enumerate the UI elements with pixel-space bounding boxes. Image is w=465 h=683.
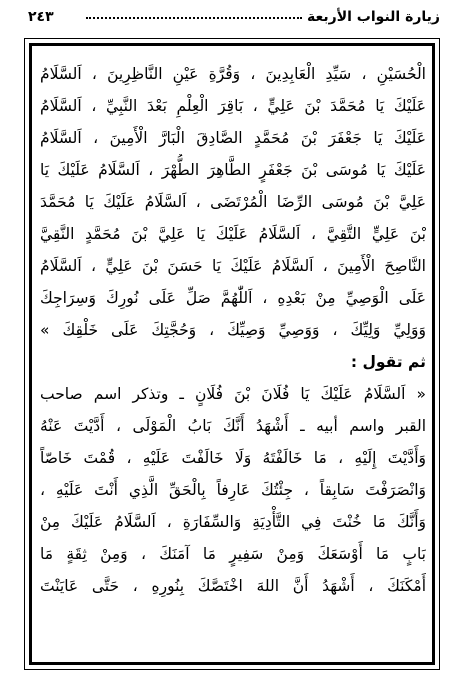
text-line: عَلَى الْوَصِيِّ مِنْ بَعْدِهِ ، اَللّٰهُمَّ صَلِّ عَلَى نُورِكَ وَسِرَاجِكَ [40, 289, 426, 307]
text-line: « اَلسَّلَامُ عَلَيْكَ يَا فُلَانَ بْنَ فُلَانٍ ـ وتذكر اسم صاحب [40, 385, 426, 403]
text-line: أَمْكَنَكَ ، أَشْهَدُ أَنَّ اللهَ اخْتَصَّكَ بِنُورِهِ ، حَتَّى عَايَنْتَ [40, 577, 426, 595]
chapter-title: زيارة النواب الأربعة [307, 9, 440, 25]
running-header [24, 6, 444, 30]
text-line: وَانْصَرَفْتَ سَابِقاً ، جِئْتُكَ عَارِفاً بِالْحَقِّ الَّذِي أَنْتَ عَلَيْهِ ، [40, 481, 426, 499]
text-line: عَلَيْكَ يَا جَعْفَرَ بْنَ مُحَمَّدٍ الصَّادِقَ الْبَارَّ الْأَمِينَ ، اَلسَّلَامُ [40, 129, 426, 147]
page-number: ٢٤٣ [28, 9, 54, 25]
text-line: بَابٍ مَا أَوْسَعَكَ وَمِنْ سَفِيرٍ مَا آمَنَكَ ، وَمِنْ ثِقَةٍ مَا [40, 545, 426, 563]
text-line: وَوَلِيِّ وَلِيِّكَ ، وَوَصِيِّ وَصِيِّكَ ، وَحُجَّتِكَ عَلَى خَلْقِكَ » [40, 321, 426, 339]
text-line: النَّاصِحَ الْأَمِينَ ، اَلسَّلَامُ عَلَيْكَ يَا حَسَنَ بْنَ عَلِيٍّ ، اَلسَّلَامُ [40, 257, 426, 275]
text-line: وَأَنَّكَ مَا خُنْتَ فِي التَّأْدِيَةِ وَالسِّفَارَةِ ، اَلسَّلَامُ عَلَيْكَ مِنْ [40, 513, 426, 531]
text-line: الْحُسَيْنِ ، سَيِّدِ الْعَابِدِينَ ، وَقُرَّةِ عَيْنِ النَّاظِرِينَ ، اَلسَّلَامُ [40, 65, 426, 83]
text-line: عَلِيَّ بْنَ مُوسَى الرِّضَا الْمُرْتَضَى ، اَلسَّلَامُ عَلَيْكَ يَا مُحَمَّدَ [40, 193, 426, 211]
body-text [40, 58, 426, 602]
instruction-line: ثم تقول : [350, 353, 426, 371]
text-line: القبر واسم أبيه ـ أَشْهَدُ أَنَّكَ بَابُ الْمَوْلَى ، أَدَّيْتَ عَنْهُ [40, 417, 426, 435]
text-line: عَلَيْكَ يَا مُحَمَّدَ بْنَ عَلِيٍّ ، بَاقِرَ الْعِلْمِ بَعْدَ النَّبِيِّ ، اَلسَّلَامُ [40, 97, 426, 115]
text-line: وَأَدَّيْتَ إِلَيْهِ ، مَا خَالَفْتَهُ وَلَا خَالَفْتَ عَلَيْهِ ، قُمْتَ خَاصّاً [40, 449, 426, 467]
text-line: بْنَ عَلِيٍّ التَّقِيَّ ، اَلسَّلَامُ عَلَيْكَ يَا عَلِيَّ بْنَ مُحَمَّدٍ النَّقِيَّ [40, 225, 426, 243]
header-dotted-rule [86, 17, 302, 19]
text-line: عَلَيْكَ يَا مُوسَى بْنَ جَعْفَرٍ الطَّاهِرَ الطُّهْرَ ، اَلسَّلَامُ عَلَيْكَ يَا [40, 161, 426, 179]
